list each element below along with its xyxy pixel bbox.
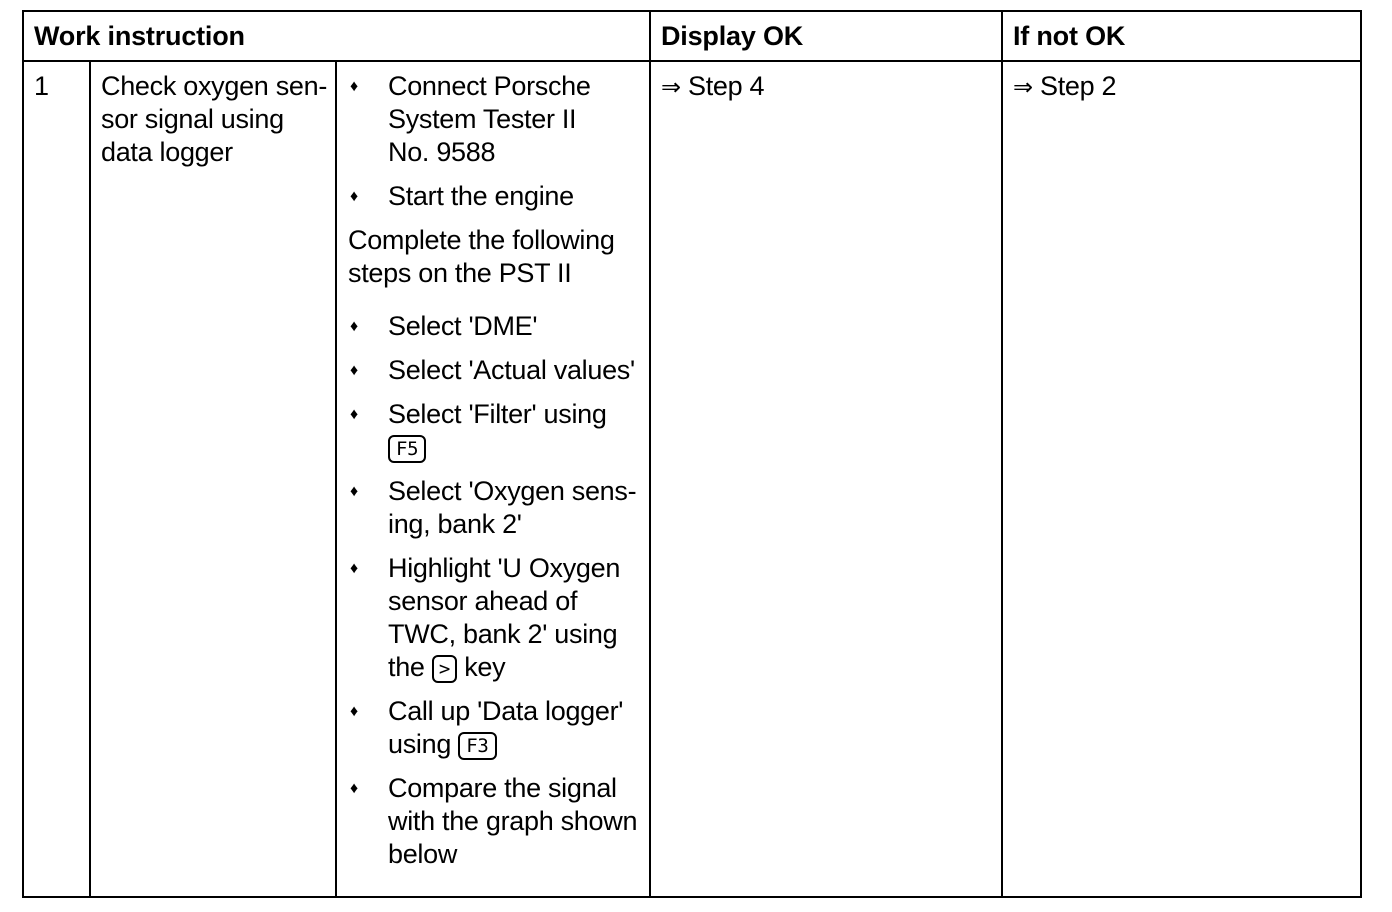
step-title-line: data logger [101,137,233,167]
list-item [346,475,646,541]
step-line: Select 'DME' [388,311,538,341]
bullet-diamond-icon: ♦ [350,780,358,797]
column-divider [1001,12,1003,896]
bullet-diamond-icon: ♦ [350,560,358,577]
work-instruction-table [22,10,1362,898]
instruction-paragraph [346,224,646,290]
step-line: Compare the signal [388,773,617,803]
header-divider [24,60,1360,62]
step-line: Select 'Oxygen sens- [388,476,637,506]
right-arrow-key-icon: > [432,655,457,683]
step-line: with the graph shown [388,806,638,836]
paragraph-line: steps on the PST II [348,258,572,288]
bullet-diamond-icon: ♦ [350,318,358,335]
bullet-diamond-icon: ♦ [350,188,358,205]
list-item [346,310,646,343]
bullet-diamond-icon: ♦ [350,406,358,423]
if-not-ok-result [1013,70,1116,104]
step-line: No. 9588 [388,137,496,167]
list-item [346,772,646,871]
f3-key-icon: F3 [458,732,496,760]
column-divider [335,60,337,896]
step-title [101,70,331,169]
step-text: the [388,652,425,682]
step-title-line: Check oxygen sen- [101,71,328,101]
column-divider [649,12,651,896]
step-line: below [388,839,458,869]
bullet-diamond-icon: ♦ [350,483,358,500]
header-if-not-ok: If not OK [1013,20,1126,51]
f5-key-icon: F5 [388,435,426,463]
header-display-ok: Display OK [661,20,804,51]
instruction-steps [346,70,646,882]
step-line: ing, bank 2' [388,509,522,539]
column-divider [89,60,91,896]
step-line: Select 'Actual values' [388,355,635,385]
list-item [346,70,646,169]
step-text: using [388,729,452,759]
display-ok-target: Step 4 [688,71,765,101]
list-item [346,695,646,761]
bullet-diamond-icon: ♦ [350,362,358,379]
bullet-diamond-icon: ♦ [350,703,358,720]
list-item [346,398,646,464]
step-number: 1 [34,71,49,101]
display-ok-result [661,70,764,104]
list-item [346,552,646,684]
paragraph-line: Complete the following [348,225,615,255]
step-title-line: sor signal using [101,104,284,134]
list-item [346,354,646,387]
implies-arrow-icon: ⇒ [1013,73,1033,101]
if-not-ok-target: Step 2 [1040,71,1117,101]
step-line: Select 'Filter' using [388,399,607,429]
step-line: System Tester II [388,104,577,134]
step-line: TWC, bank 2' using [388,619,618,649]
step-line: sensor ahead of [388,586,578,616]
step-line: Call up 'Data logger' [388,696,624,726]
step-line: Start the engine [388,181,574,211]
bullet-diamond-icon: ♦ [350,78,358,95]
step-line: Connect Porsche [388,71,591,101]
list-item [346,180,646,213]
header-work-instruction: Work instruction [34,20,245,51]
step-line: Highlight 'U Oxygen [388,553,621,583]
step-text: key [464,652,506,682]
implies-arrow-icon: ⇒ [661,73,681,101]
